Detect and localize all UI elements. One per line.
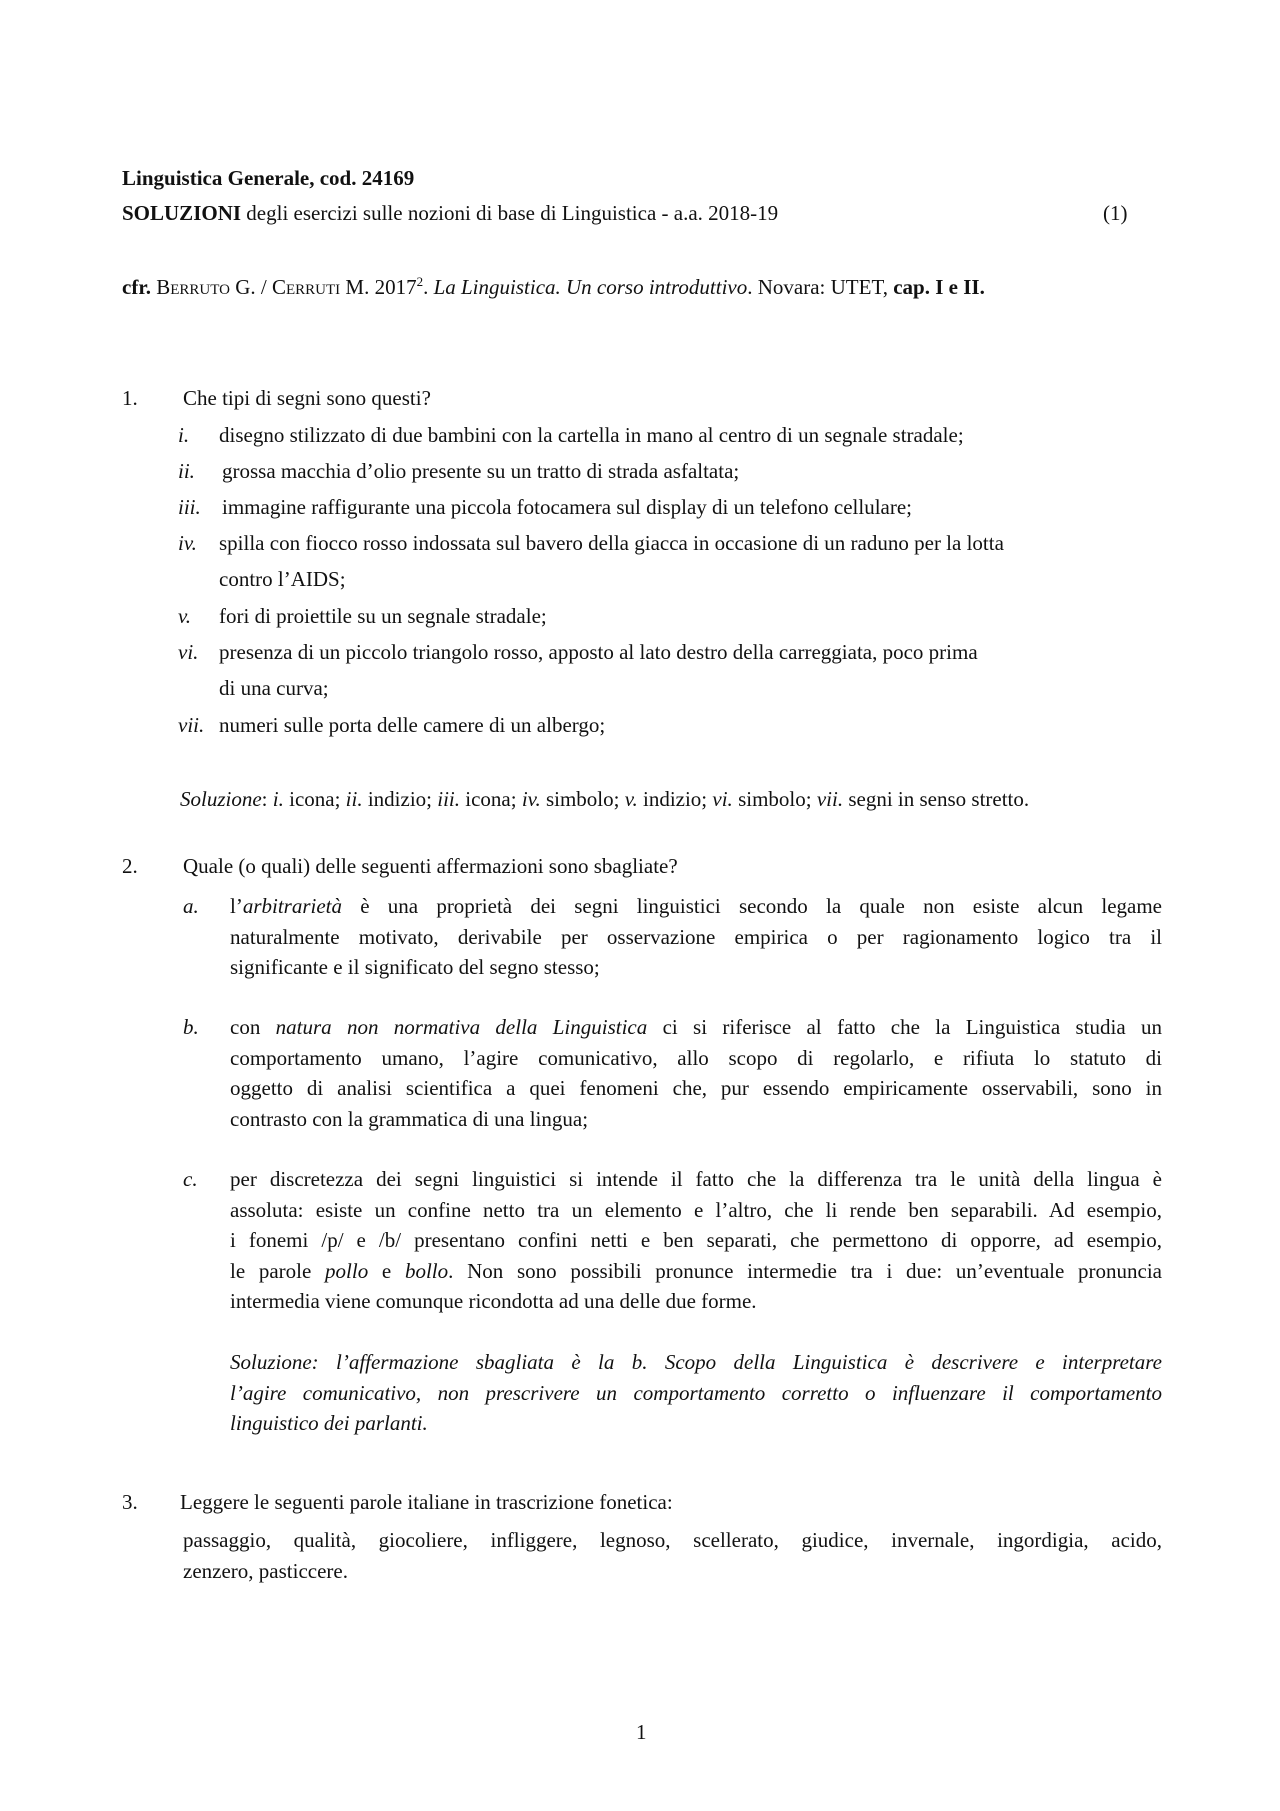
solution-value: simbolo; (732, 787, 817, 811)
solution-colon: : (261, 787, 273, 811)
ref-dot: . (423, 275, 434, 299)
author-1: Berruto (156, 275, 230, 299)
solution-key: iv. (521, 787, 541, 811)
exercise-3-number: 3. (122, 1490, 138, 1514)
item-text: immagine raffigurante una piccola fotocamera sul display di un telefono cellulare; (222, 495, 913, 519)
option-c-text (230, 1164, 1162, 1317)
course-title: Linguistica Generale, cod. 24169 (122, 166, 415, 190)
option-c-line (230, 1256, 1162, 1287)
sheet-number: (1) (1103, 201, 1128, 225)
item-text: disegno stilizzato di due bambini con la cartella in mano al centro di un segnale stradale; (219, 423, 964, 447)
option-a-term: arbitrarietà (242, 894, 343, 918)
solution-label: Soluzione (180, 787, 262, 811)
solution-value: segni in senso stretto. (843, 787, 1030, 811)
exercise-3-words (183, 1525, 1162, 1586)
solution-key: vii. (816, 787, 844, 811)
solution-key: vi. (712, 787, 733, 811)
option-c-line: i fonemi /p/ e /b/ presentano confini netti e ben separati, che permettono di opporre, ad esempio, (230, 1228, 1162, 1252)
title-bold: SOLUZIONI (122, 201, 242, 225)
option-b-line: contrasto con la grammatica di una lingua; (230, 1106, 589, 1131)
book-title: La Linguistica. Un corso introduttivo (433, 275, 748, 299)
chapters: cap. I e II. (893, 275, 985, 299)
cfr-label: cfr. (122, 275, 151, 299)
option-a-label: a. (183, 894, 199, 918)
option-b-pre: con (230, 1015, 276, 1039)
word-pollo: pollo (325, 1258, 369, 1283)
option-a-line: significante e il significato del segno stesso; (230, 955, 600, 979)
publisher: . Novara: UTET, (747, 275, 894, 299)
option-c-line: per discretezza dei segni linguistici si intende il fatto che la differenza tra le unità della lingua è (230, 1167, 1162, 1191)
option-a-rest: è una proprietà dei segni linguistici secondo la quale non esiste alcun legame (342, 894, 1162, 918)
option-b-term: natura non normativa della Linguistica (275, 1015, 648, 1039)
option-a-line (230, 891, 1162, 922)
option-a-line: naturalmente motivato, derivabile per osservazione empirica o per ragionamento logico tra il (230, 924, 1162, 949)
exercise-2-number: 2. (122, 854, 138, 878)
item-text-continuation: di una curva; (219, 676, 329, 700)
item-text-continuation: contro l’AIDS; (219, 567, 346, 591)
solution-line: l’agire comunicativo, non prescrivere un comportamento corretto o influenzare il comportamento (230, 1380, 1162, 1405)
item-label: v. (178, 604, 192, 628)
solution-key: ii. (345, 787, 363, 811)
words-line: passaggio, qualità, giocoliere, infliggere, legnoso, scellerato, giudice, invernale, ingordigia, acido, (183, 1528, 1162, 1552)
item-text: spilla con fiocco rosso indossata sul bavero della giacca in occasione di un raduno per la lotta (219, 531, 1004, 555)
page-number: 1 (636, 1720, 647, 1744)
solution-value: indizio; (637, 787, 713, 811)
reference (122, 272, 985, 302)
solution-key: iii. (437, 787, 461, 811)
solution-value: indizio; (362, 787, 438, 811)
solution-value: icona; (283, 787, 346, 811)
option-c-label: c. (183, 1167, 198, 1191)
option-b-text (230, 1012, 1162, 1134)
exercise-1-solution (180, 784, 1029, 814)
author-2-initials: M. 2017 (340, 275, 417, 299)
solution-value: simbolo; (540, 787, 625, 811)
option-b-line: comportamento umano, l’agire comunicativo, allo scopo di regolarlo, e rifiuta lo statuto di (230, 1045, 1162, 1070)
option-b-label: b. (183, 1015, 199, 1039)
solution-line: Soluzione: l’affermazione sbagliata è la b. Scopo della Linguistica è descrivere e interpretare (230, 1350, 1162, 1374)
option-c-pre: le parole (230, 1258, 326, 1283)
item-text: grossa macchia d’olio presente su un tratto di strada asfaltata; (222, 459, 740, 483)
option-c-mid: e (368, 1258, 405, 1283)
item-label: ii. (178, 459, 195, 483)
word-bollo: bollo (404, 1258, 449, 1283)
option-b-line: oggetto di analisi scientifica a quei fenomeni che, pur essendo empiricamente osservabili, sono in (230, 1076, 1162, 1100)
option-a-text (230, 891, 1162, 983)
solution-value: icona; (460, 787, 522, 811)
solution-key: i. (272, 787, 284, 811)
item-label: iii. (178, 495, 201, 519)
item-label: vii. (178, 713, 205, 737)
option-a-pre: l’ (230, 894, 243, 918)
option-b-rest: ci si riferisce al fatto che la Linguistica studia un (647, 1015, 1162, 1039)
edition: 2 (416, 274, 424, 289)
solution-key: v. (624, 787, 638, 811)
exercise-1-question: Che tipi di segni sono questi? (183, 386, 431, 410)
option-c-line: assoluta: esiste un confine netto tra un elemento e l’altro, che li rende ben separabili. Ad esempio, (230, 1197, 1162, 1222)
option-b-line (230, 1012, 1162, 1043)
title-rest: degli esercizi sulle nozioni di base di Linguistica - a.a. 2018-19 (241, 201, 779, 225)
words-line: zenzero, pasticcere. (183, 1558, 348, 1583)
option-c-line: intermedia viene comunque ricondotta ad una delle due forme. (230, 1289, 757, 1313)
exercise-1-number: 1. (122, 386, 138, 410)
exercise-2-question: Quale (o quali) delle seguenti affermazioni sono sbagliate? (183, 854, 678, 878)
document-title (122, 198, 778, 228)
author-2: Cerruti (271, 275, 341, 299)
option-c-rest: . Non sono possibili pronunce intermedie tra i due: un’eventuale pronuncia (448, 1258, 1162, 1283)
exercise-2-solution (230, 1347, 1162, 1439)
exercise-3-question: Leggere le seguenti parole italiane in trascrizione fonetica: (180, 1490, 673, 1514)
item-text: numeri sulle porta delle camere di un albergo; (219, 713, 606, 737)
author-1-initials: G. / (229, 275, 272, 299)
item-label: i. (178, 423, 190, 447)
item-text: fori di proiettile su un segnale stradale; (219, 604, 547, 628)
item-text: presenza di un piccolo triangolo rosso, apposto al lato destro della carreggiata, poco prima (219, 640, 978, 664)
solution-line: linguistico dei parlanti. (230, 1411, 428, 1435)
item-label: vi. (178, 640, 199, 664)
item-label: iv. (178, 531, 197, 555)
